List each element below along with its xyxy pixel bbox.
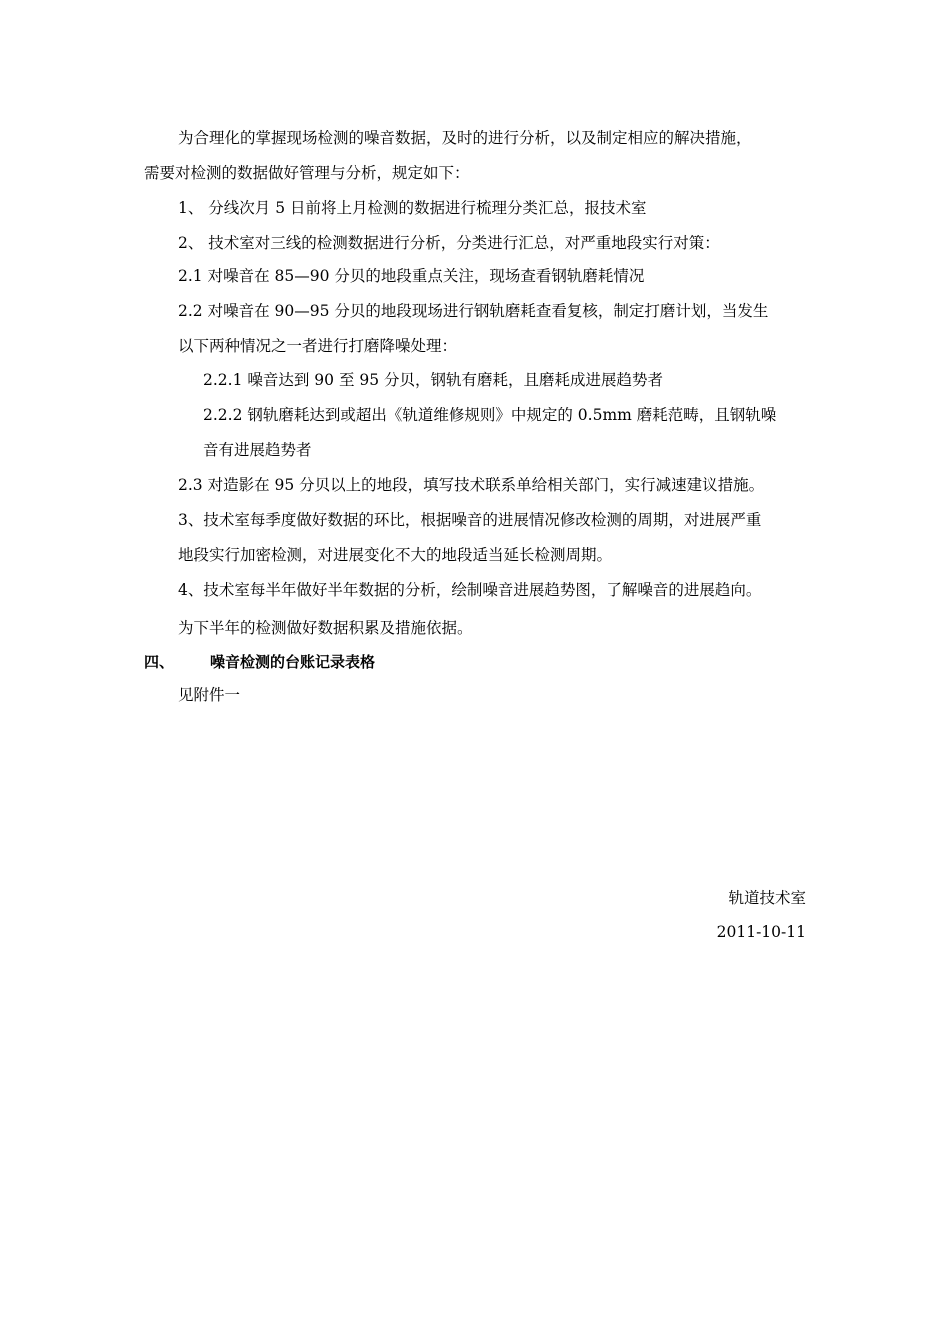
closing-line: 为下半年的检测做好数据积累及措施依据。 — [178, 619, 473, 637]
item-1: 1、 分线次月 5 日前将上月检测的数据进行梳理分类汇总，报技术室 — [178, 199, 647, 217]
item-3-line-1: 3、技术室每季度做好数据的环比，根据噪音的进展情况修改检测的周期，对进展严重 — [178, 511, 762, 529]
item-2-2-line-2: 以下两种情况之一者进行打磨降噪处理： — [178, 337, 458, 355]
item-3-line-2: 地段实行加密检测，对进展变化不大的地段适当延长检测周期。 — [178, 546, 613, 564]
intro-line-2: 需要对检测的数据做好管理与分析，规定如下： — [144, 164, 470, 182]
section-4-heading — [144, 652, 375, 672]
item-2-3: 2.3 对造影在 95 分贝以上的地段，填写技术联系单给相关部门，实行减速建议措施。 — [178, 476, 765, 494]
signature-date: 2011-10-11 — [716, 923, 806, 941]
signature-department: 轨道技术室 — [728, 889, 806, 907]
section-4-title: 噪音检测的台账记录表格 — [210, 653, 376, 671]
item-2: 2、 技术室对三线的检测数据进行分析，分类进行汇总，对严重地段实行对策： — [178, 234, 720, 252]
section-4-body: 见附件一 — [178, 686, 241, 704]
item-2-1: 2.1 对噪音在 85—90 分贝的地段重点关注，现场查看钢轨磨耗情况 — [178, 267, 645, 285]
section-4-number: 四、 — [144, 653, 175, 671]
intro-line-1: 为合理化的掌握现场检测的噪音数据，及时的进行分析，以及制定相应的解决措施， — [178, 129, 752, 147]
item-2-2-line-1: 2.2 对噪音在 90—95 分贝的地段现场进行钢轨磨耗查看复核，制定打磨计划，当发生 — [178, 302, 769, 320]
item-2-2-2-line-2: 音有进展趋势者 — [203, 441, 312, 459]
item-4: 4、技术室每半年做好半年数据的分析，绘制噪音进展趋势图，了解噪音的进展趋向。 — [178, 581, 762, 599]
item-2-2-1: 2.2.1 噪音达到 90 至 95 分贝，钢轨有磨耗，且磨耗成进展趋势者 — [203, 371, 664, 389]
item-2-2-2-line-1: 2.2.2 钢轨磨耗达到或超出《轨道维修规则》中规定的 0.5mm 磨耗范畴，且钢轨噪 — [203, 406, 777, 424]
